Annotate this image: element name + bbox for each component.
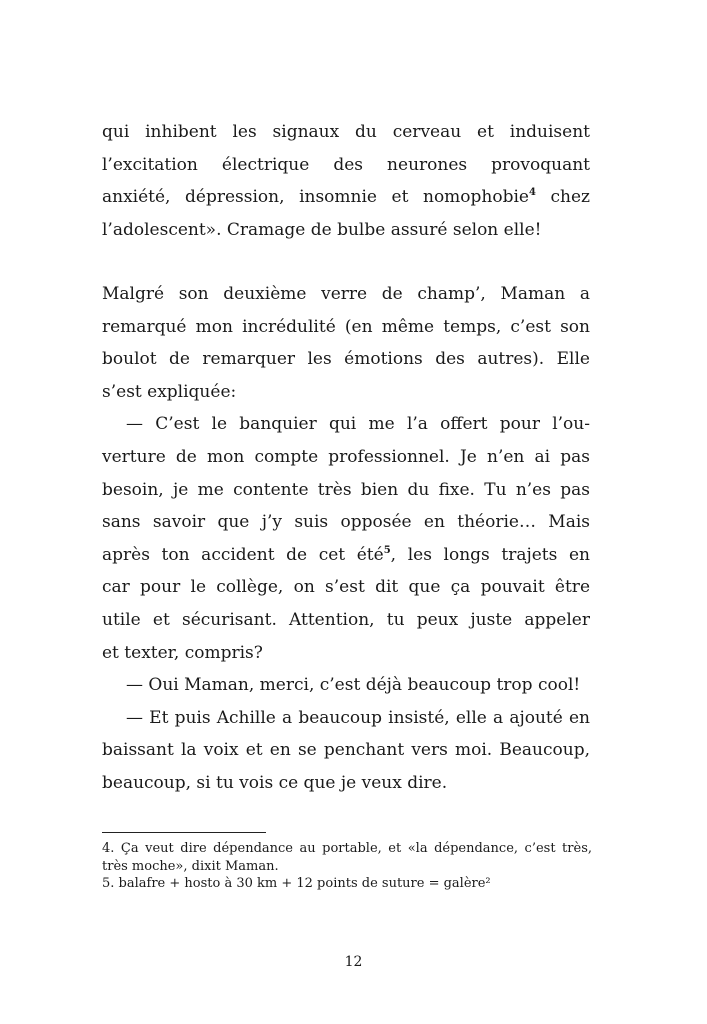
text-line: baissant la voix et en se penchant vers moi. Beaucoup,	[102, 740, 590, 761]
paragraph-1	[102, 116, 590, 246]
footnotes	[102, 840, 592, 893]
text-fragment: anxiété, dépression, insomnie et nomophobie	[102, 187, 529, 208]
footnote-reference: 5	[383, 544, 391, 556]
text-line: remarqué mon incrédulité (en même temps, c’est son	[102, 316, 590, 337]
text-line: l’adolescent». Cramage de bulbe assuré selon elle!	[102, 219, 542, 240]
footnote-reference: 4	[528, 187, 536, 199]
text-fragment: après ton accident de cet été	[102, 544, 384, 565]
paragraph-2	[102, 278, 590, 800]
text-line: boulot de remarquer les émotions des autres). Elle	[102, 349, 590, 370]
text-line: l’excitation électrique des neurones provoquant	[102, 154, 590, 175]
text-line	[102, 539, 590, 572]
dialogue-line: — Et puis Achille a beaucoup insisté, elle a ajouté en	[126, 707, 590, 728]
text-line: car pour le collège, on s’est dit que ça pouvait être	[102, 577, 590, 598]
text-line: beaucoup, si tu vois ce que je veux dire.	[102, 772, 448, 793]
text-line: utile et sécurisant. Attention, tu peux juste appeler	[102, 609, 590, 630]
dialogue-line: — Oui Maman, merci, c’est déjà beaucoup trop cool!	[126, 675, 581, 696]
text-fragment: chez	[535, 187, 590, 208]
text-line: besoin, je me contente très bien du fixe. Tu n’es pas	[102, 479, 590, 500]
footnote-5: 5. balafre + hosto à 30 km + 12 points de suture = galère²	[102, 876, 491, 891]
footnote-4-continued: très moche», dixit Maman.	[102, 858, 279, 874]
footnote-divider	[102, 832, 266, 833]
text-fragment: , les longs trajets en	[390, 544, 590, 565]
page-number: 12	[344, 954, 363, 970]
text-line: Malgré son deuxième verre de champ’, Maman a	[102, 284, 590, 304]
text-line: et texter, compris?	[102, 642, 263, 663]
text-line	[102, 181, 590, 214]
text-line: sans savoir que j’y suis opposée en théorie… Mais	[102, 512, 590, 533]
dialogue-line: — C’est le banquier qui me l’a offert pour l’ou-	[126, 414, 590, 435]
text-line: s’est expliquée:	[102, 381, 237, 402]
text-line: qui inhibent les signaux du cerveau et induisent	[102, 122, 590, 142]
footnote-4: 4. Ça veut dire dépendance au portable, et «la dépendance, c’est très,	[102, 841, 592, 856]
text-line: verture de mon compte professionnel. Je n’en ai pas	[102, 446, 590, 467]
